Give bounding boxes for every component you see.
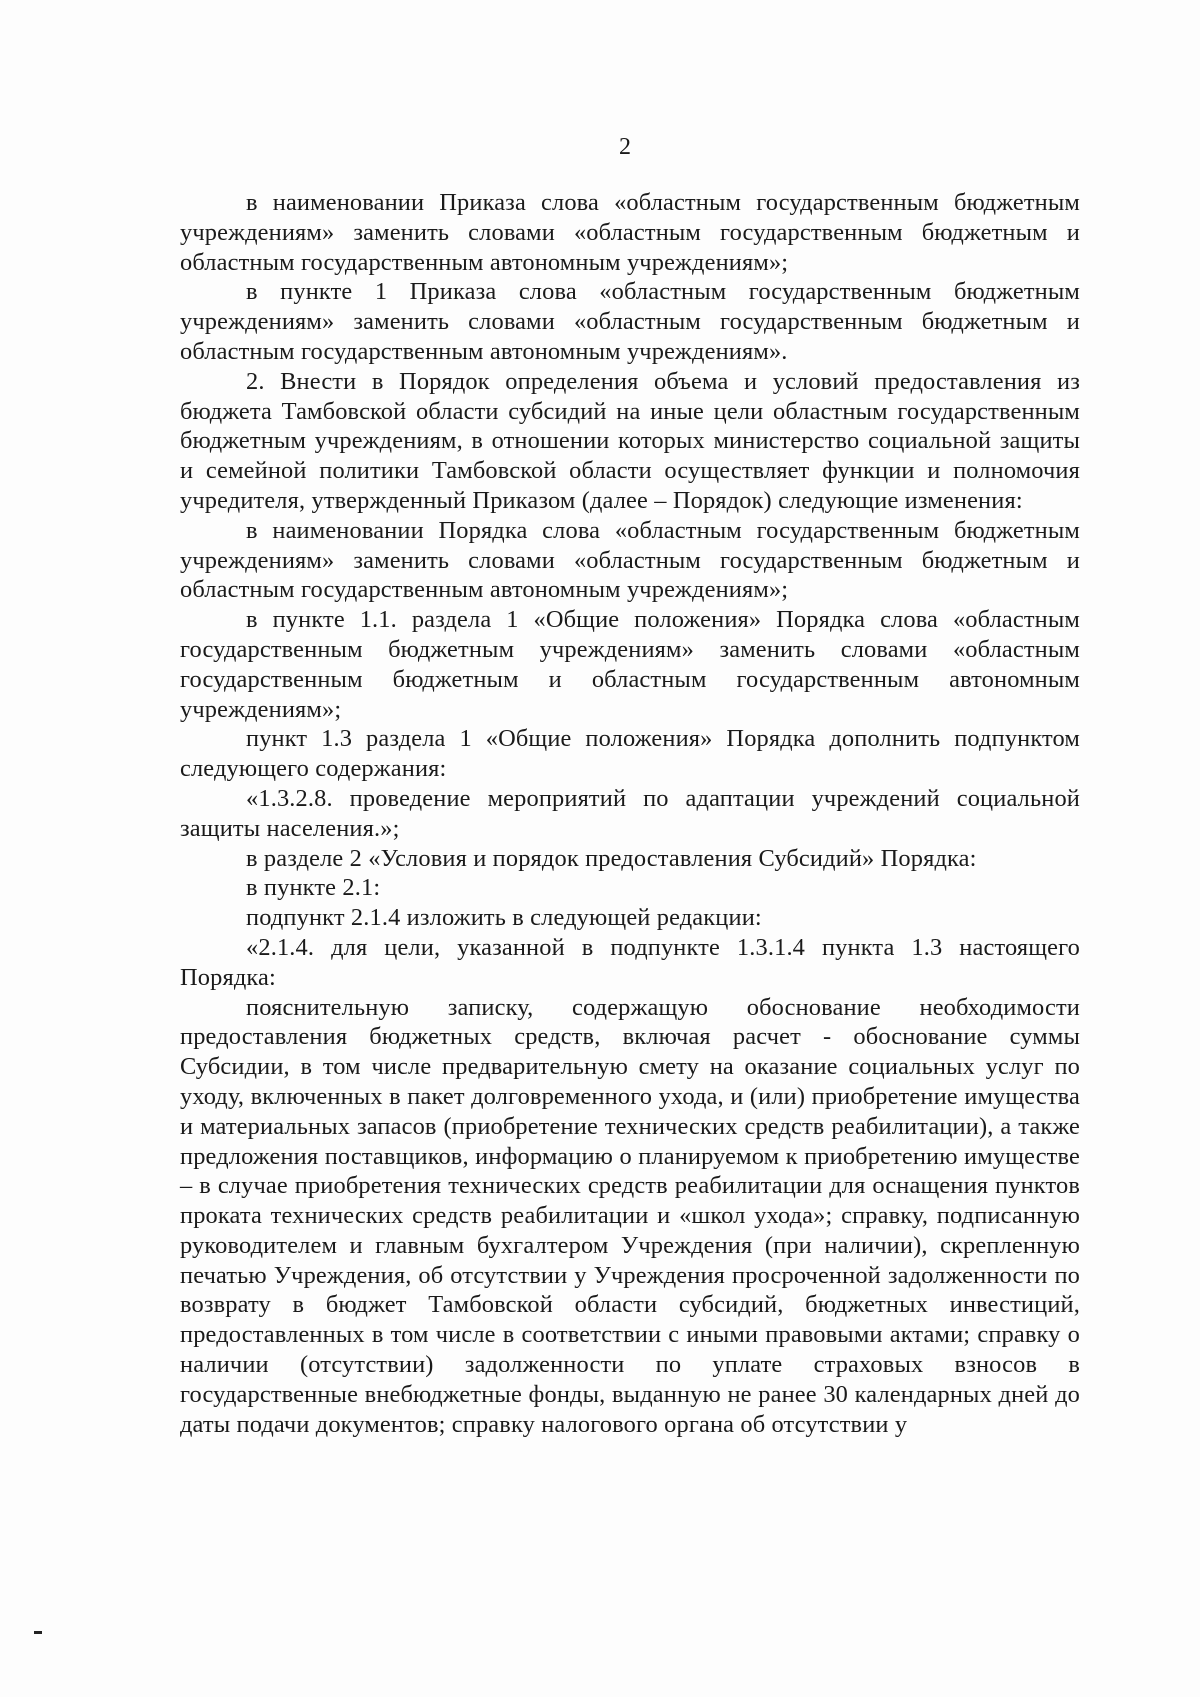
paragraph: «2.1.4. для цели, указанной в подпункте 1.3.1.4 пункта 1.3 настоящего Порядка: [180, 933, 1080, 991]
paragraph: пояснительную записку, содержащую обоснование необходимости предоставления бюджетных средств, включая расчет - обоснование суммы Субсидии, в том числе предварительную смету на оказание социальных услуг по уходу, включенных в пакет долговременного ухода, и (или) приобретение имущества и материальных запасов (приобретение технических средств реабилитации), а также предложения поставщиков, информацию о планируемом к приобретению имуществе – в случае приобретения технических средств реабилитации для оснащения пунктов проката технических средств реабилитации и «школ ухода»; справку, подписанную руководителем и главным бухгалтером Учреждения (при наличии), скрепленную печатью Учреждения, об отсутствии у Учреждения просроченной задолженности по возврату в бюджет Тамбовской области субсидий, бюджетных инвестиций, предоставленных в том числе в соответствии с иными правовыми актами; справку о наличии (отсутствии) задолженности по уплате страховых взносов в государственные внебюджетные фонды, выданную не ранее 30 календарных дней до даты подачи документов; справку налогового органа об отсутствии у [180, 993, 1080, 1438]
paragraph: в пункте 1 Приказа слова «областным государственным бюджетным учреждениям» заменить словами «областным государственным бюджетным и областным государственным автономным учреждениям». [180, 278, 1080, 365]
scan-edge-mark [34, 1631, 42, 1634]
paragraph: в пункте 2.1: [246, 874, 381, 902]
paragraph: «1.3.2.8. проведение мероприятий по адаптации учреждений социальной защиты населения.»; [180, 784, 1080, 842]
paragraph: в наименовании Приказа слова «областным государственным бюджетным учреждениям» заменить словами «областным государственным бюджетным и областным государственным автономным учреждениям»; [180, 189, 1080, 276]
paragraph: пункт 1.3 раздела 1 «Общие положения» Порядка дополнить подпунктом следующего содержания: [180, 725, 1080, 783]
paragraph: в разделе 2 «Условия и порядок предоставления Субсидий» Порядка: [246, 844, 977, 872]
paragraph: 2. Внести в Порядок определения объема и условий предоставления из бюджета Тамбовской области субсидий на иные цели областным государственным бюджетным учреждениям, в отношении которых министерство социальной защиты и семейной политики Тамбовской области осуществляет функции и полномочия учредителя, утвержденный Приказом (далее – Порядок) следующие изменения: [180, 367, 1080, 514]
document-body [180, 188, 1080, 1439]
paragraph: подпункт 2.1.4 изложить в следующей редакции: [246, 904, 762, 932]
paragraph: в пункте 1.1. раздела 1 «Общие положения» Порядка слова «областным государственным бюджетным учреждениям» заменить словами «областным государственным бюджетным и областным государственным автономным учреждениям»; [180, 606, 1080, 723]
page-number: 2 [619, 134, 631, 160]
paragraph: в наименовании Порядка слова «областным государственным бюджетным учреждениям» заменить словами «областным государственным бюджетным и областным государственным автономным учреждениям»; [180, 516, 1080, 604]
